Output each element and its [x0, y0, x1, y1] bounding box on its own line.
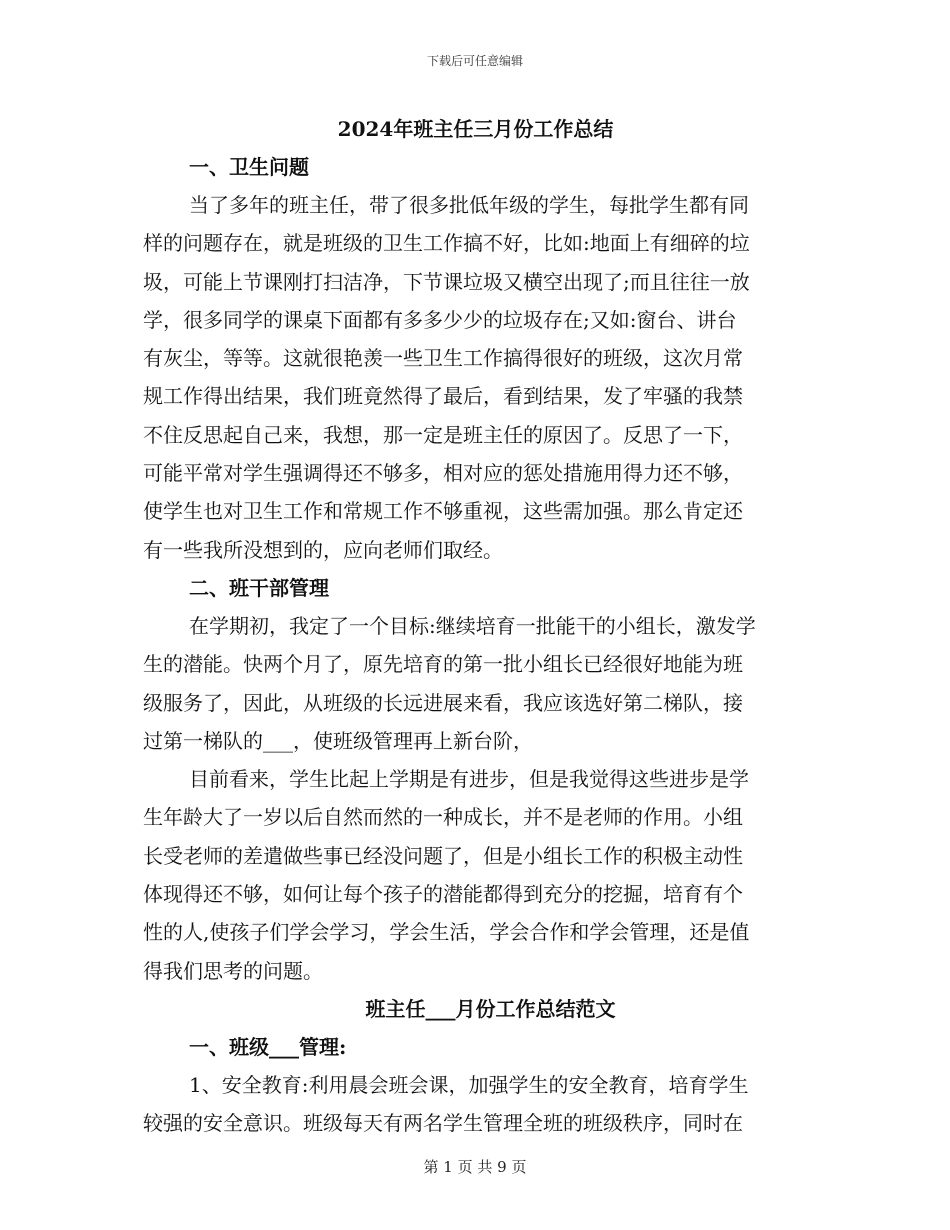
document-body	[143, 110, 808, 1143]
text-line: 体现得还不够，如何让每个孩子的潜能都得到充分的挖掘，培育有个	[143, 882, 743, 907]
text-line: 样的问题存在，就是班级的卫生工作搞不好，比如:地面上有细碎的垃	[143, 231, 750, 256]
paragraph-safety-education	[143, 1066, 808, 1143]
text-line: 生的潜能。快两个月了，原先培育的第一批小组长已经很好地能为班	[143, 652, 743, 677]
paragraph-class-cadre-2	[143, 760, 808, 990]
paragraph-class-cadre-1	[143, 607, 808, 760]
section-heading-class-management: 一、班级___管理:	[189, 1034, 347, 1059]
text-line: 1、安全教育:利用晨会班会课，加强学生的安全教育，培育学生	[189, 1072, 749, 1097]
second-document-title: 班主任___月份工作总结范文	[365, 996, 616, 1021]
text-line: 可能平常对学生强调得还不够多，相对应的惩处措施用得力还不够，	[143, 461, 743, 486]
text-line: 较强的安全意识。班级每天有两名学生管理全班的班级秩序，同时在	[143, 1111, 743, 1136]
page-footer-number: 第 1 页 共 9 页	[423, 1158, 527, 1176]
text-line: 级服务了，因此，从班级的长远进展来看，我应该选好第二梯队，接	[143, 690, 743, 715]
text-line: 当了多年的班主任，带了很多批低年级的学生，每批学生都有同	[189, 193, 749, 217]
text-line: 性的人,使孩子们学会学习，学会生活，学会合作和学会管理，还是值	[143, 920, 750, 945]
text-line: 有一些我所没想到的，应向老师们取经。	[143, 537, 503, 562]
section-heading-class-cadre: 二、班干部管理	[189, 575, 329, 600]
text-line: 使学生也对卫生工作和常规工作不够重视，这些需加强。那么肯定还	[143, 499, 743, 524]
text-line: 得我们思考的问题。	[143, 958, 323, 983]
text-line: 规工作得出结果，我们班竟然得了最后，看到结果，发了牢骚的我禁	[143, 384, 743, 409]
page-header-note: 下载后可任意编辑	[426, 54, 523, 68]
text-line: 不住反思起自己来，我想，那一定是班主任的原因了。反思了一下，	[143, 422, 743, 447]
section-heading-hygiene: 一、卫生问题	[189, 155, 309, 179]
paragraph-hygiene	[143, 186, 808, 569]
document-title: 2024年班主任三月份工作总结	[337, 117, 614, 141]
text-line: 目前看来，学生比起上学期是有进步，但是我觉得这些进步是学	[189, 767, 749, 792]
text-line: 在学期初，我定了一个目标:继续培育一批能干的小组长，激发学	[189, 613, 756, 638]
text-line: 生年龄大了一岁以后自然而然的一种成长，并不是老师的作用。小组	[143, 805, 743, 830]
text-line: 过第一梯队的___，使班级管理再上新台阶，	[143, 728, 533, 753]
text-line: 学，很多同学的课桌下面都有多多少少的垃圾存在;又如:窗台、讲台	[143, 307, 737, 332]
text-line: 圾，可能上节课刚打扫洁净，下节课垃圾又横空出现了;而且往往一放	[143, 269, 750, 294]
text-line: 有灰尘，等等。这就很艳羡一些卫生工作搞得很好的班级，这次月常	[143, 346, 743, 371]
text-line: 长受老师的差遣做些事已经没问题了，但是小组长工作的积极主动性	[143, 843, 743, 868]
